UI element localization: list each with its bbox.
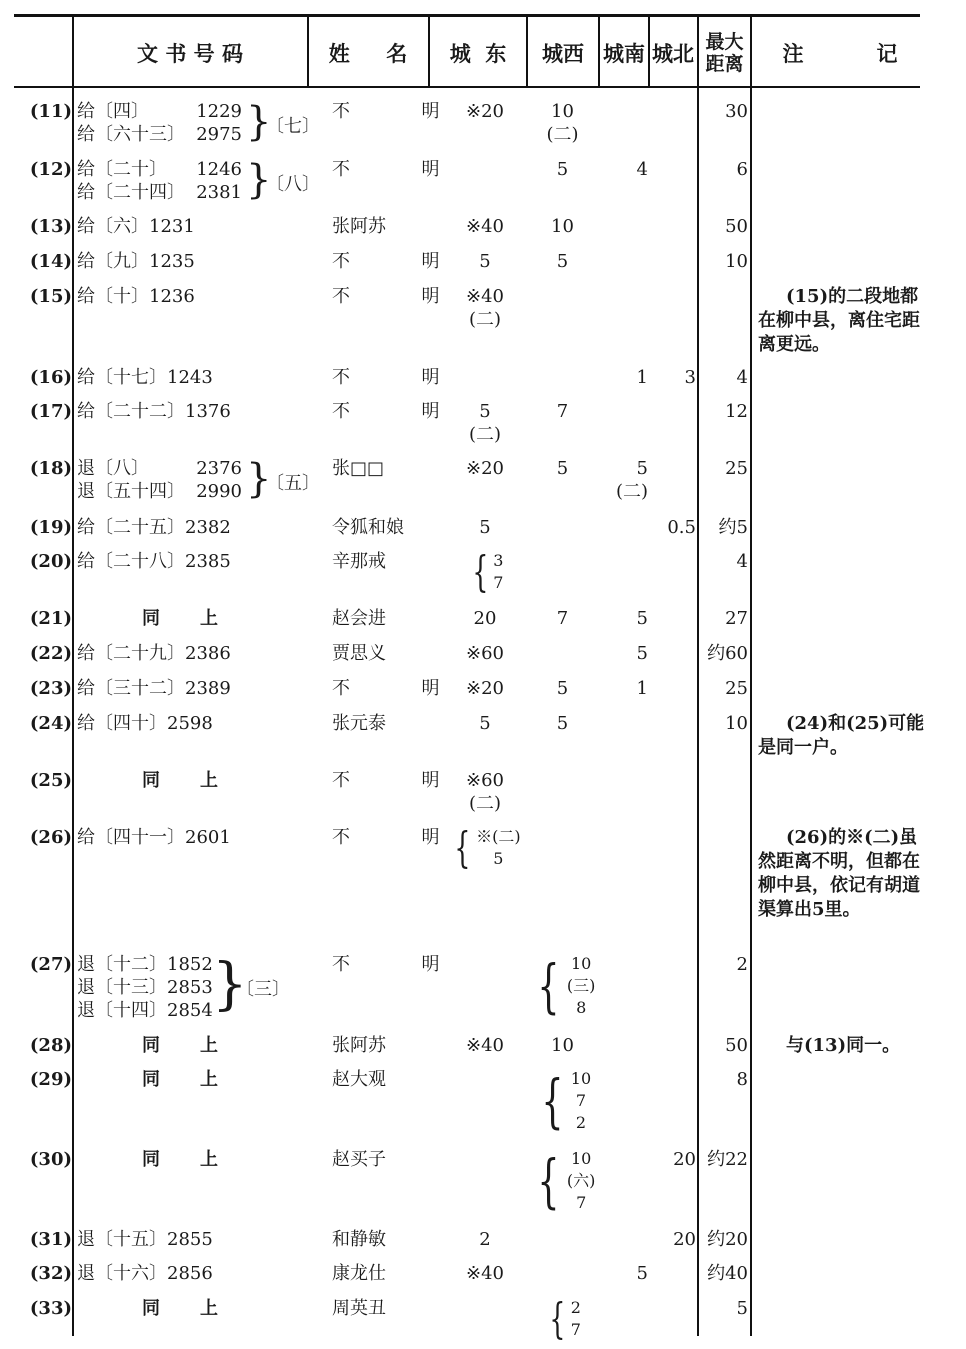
north-distance: 20	[673, 1149, 696, 1170]
stacked-value: 10	[570, 1149, 592, 1168]
east-value: ※40	[466, 216, 504, 237]
west-value: 5	[556, 678, 569, 699]
group-brace: }	[246, 157, 272, 203]
stacked-value: (六)	[566, 1171, 596, 1190]
doc-code: 给〔二十四〕	[77, 182, 185, 203]
max-distance: 约60	[707, 643, 748, 664]
doc-line	[77, 158, 242, 181]
south-distance	[600, 677, 648, 700]
row-number: (22)	[29, 643, 72, 664]
table-top-rule	[14, 14, 920, 17]
brace-values	[544, 1294, 581, 1343]
max-distance: 30	[725, 101, 748, 122]
person-name: 不 明	[332, 678, 460, 699]
east-distance	[445, 547, 525, 596]
east-value: 20	[473, 608, 497, 629]
doc-number: 退〔十五〕2855	[77, 1229, 213, 1250]
doc-number: 给〔二十九〕2386	[77, 643, 231, 664]
doc-line	[77, 181, 242, 204]
person-name: 张阿苏	[332, 216, 386, 237]
doc-number: 给〔三十二〕2389	[77, 678, 231, 699]
doc-code: 退〔五十四〕	[77, 481, 185, 502]
doc-id: 2381	[196, 182, 242, 203]
west-distance	[530, 1068, 595, 1134]
person-name: 不 明	[332, 101, 460, 122]
east-distance	[445, 516, 525, 539]
stacked-value: 10	[570, 1069, 592, 1088]
stacked-value: 7	[576, 1193, 587, 1212]
west-distance	[530, 1294, 595, 1343]
header-doc-number: 文 书 号 码	[137, 41, 243, 66]
curly-brace: {	[541, 1067, 564, 1135]
doc-line	[77, 100, 242, 123]
person-name: 辛那戒	[332, 551, 386, 572]
max-distance: 5	[736, 1298, 748, 1319]
south-value: 5	[636, 1263, 648, 1284]
east-distance	[445, 607, 525, 630]
south-distance	[600, 607, 648, 630]
east-distance	[445, 1034, 525, 1057]
west-distance	[530, 457, 595, 480]
max-distance: 10	[725, 713, 748, 734]
east-distance	[445, 457, 525, 480]
row-number: (29)	[29, 1069, 72, 1090]
doc-number: 给〔二十八〕2385	[77, 551, 231, 572]
same-as-above: 同上	[142, 608, 258, 629]
south-distance	[600, 1262, 648, 1285]
brace-values	[530, 1148, 595, 1214]
west-distance	[530, 953, 595, 1019]
stacked-value: (三)	[566, 976, 596, 995]
person-name: 康龙仕	[332, 1263, 386, 1284]
east-value: ※20	[466, 678, 504, 699]
row-number: (26)	[29, 827, 72, 848]
stacked-value: 2	[575, 1113, 587, 1132]
north-distance: 20	[673, 1229, 696, 1250]
west-value: 10	[551, 216, 574, 237]
west-value: 7	[556, 401, 569, 422]
south-value: 5	[636, 608, 648, 629]
curly-brace: {	[549, 1294, 566, 1343]
column-rule	[750, 14, 752, 1336]
value-stack	[493, 550, 503, 594]
header-max-line1: 最大	[705, 31, 744, 53]
person-name: 贾思义	[332, 643, 386, 664]
west-value: 5	[556, 713, 569, 734]
group-label: 〔八〕	[266, 174, 320, 195]
person-name: 不 明	[332, 286, 460, 307]
north-distance: 0.5	[667, 517, 696, 538]
person-name: 不 明	[332, 827, 460, 848]
row-number: (25)	[29, 770, 72, 791]
person-name: 不 明	[332, 159, 460, 180]
group-brace: }	[246, 456, 272, 502]
east-value: 2	[479, 1229, 491, 1250]
doc-code: 给〔四〕	[77, 101, 149, 122]
group-brace: }	[212, 952, 248, 1017]
doc-code: 退〔十四〕2854	[77, 1000, 213, 1021]
east-value: ※40	[466, 1035, 504, 1056]
max-distance: 8	[736, 1069, 748, 1090]
row-number: (30)	[29, 1149, 72, 1170]
doc-number: 给〔二十五〕2382	[77, 517, 231, 538]
group-label: 〔七〕	[266, 116, 320, 137]
note-text: (26)的※(二)虽然距离不明，但都在柳中县，依记有胡道渠算出5里。	[758, 827, 920, 920]
row-number: (11)	[29, 101, 72, 122]
west-value: 5	[556, 458, 569, 479]
east-value: 5	[479, 517, 491, 538]
row-number: (28)	[29, 1035, 72, 1056]
brace-values	[467, 547, 504, 596]
south-distance	[600, 158, 648, 181]
header-note: 注 记	[782, 41, 898, 66]
doc-number-group	[77, 100, 247, 146]
west-distance	[530, 1148, 595, 1214]
column-rule	[428, 14, 430, 88]
row-number: (32)	[29, 1263, 72, 1284]
doc-code: 给〔六十三〕	[77, 124, 185, 145]
row-number: (13)	[29, 216, 72, 237]
column-rule	[307, 14, 309, 88]
east-value: 5	[479, 251, 491, 272]
group-label: 〔五〕	[266, 473, 320, 494]
east-distance	[445, 823, 525, 872]
south-sub: (二)	[615, 481, 648, 502]
column-rule	[72, 14, 74, 1336]
west-distance	[530, 712, 595, 735]
max-distance: 2	[736, 954, 748, 975]
max-distance: 27	[725, 608, 748, 629]
east-distance	[445, 285, 525, 331]
person-name: 张元泰	[332, 713, 386, 734]
south-distance	[600, 366, 648, 389]
column-rule	[697, 14, 699, 1336]
east-distance	[445, 642, 525, 665]
max-distance: 50	[725, 1035, 748, 1056]
west-distance	[530, 607, 595, 630]
value-stack	[571, 1297, 581, 1341]
doc-id: 2990	[196, 481, 242, 502]
east-sub: (二)	[468, 793, 502, 814]
same-as-above: 同上	[142, 1069, 258, 1090]
east-distance	[445, 769, 525, 815]
stacked-value: 7	[570, 1320, 581, 1339]
brace-values	[534, 1068, 591, 1134]
curly-brace: {	[454, 823, 471, 872]
south-value: 1	[636, 367, 648, 388]
max-distance: 6	[736, 159, 748, 180]
west-sub: (二)	[546, 124, 579, 145]
note-text: (15)的二段地都在柳中县，离住宅距离更远。	[758, 286, 920, 355]
west-distance	[530, 100, 595, 146]
doc-line	[77, 457, 242, 480]
west-distance	[530, 400, 595, 423]
east-value: ※40	[466, 1263, 504, 1284]
same-as-above: 同上	[142, 770, 258, 791]
brace-values	[530, 953, 595, 1019]
brace-values	[449, 823, 521, 872]
person-name: 令狐和娘	[332, 517, 404, 538]
west-distance	[530, 1034, 595, 1057]
doc-id: 1229	[196, 101, 242, 122]
same-as-above: 同上	[142, 1149, 258, 1170]
stacked-value: 5	[493, 849, 504, 868]
doc-code: 退〔十三〕2853	[77, 977, 213, 998]
row-number: (19)	[29, 517, 72, 538]
stacked-value: 7	[493, 573, 504, 592]
header-name: 姓 名	[328, 41, 408, 66]
max-distance: 12	[725, 401, 748, 422]
east-value: ※20	[466, 101, 504, 122]
doc-id: 2376	[196, 458, 242, 479]
person-name: 张□□	[332, 458, 385, 479]
note-text: 与(13)同一。	[786, 1035, 901, 1056]
stacked-value: 10	[570, 954, 592, 973]
doc-line	[77, 123, 242, 146]
max-distance: 约20	[707, 1229, 748, 1250]
max-distance: 4	[736, 367, 748, 388]
max-distance: 25	[725, 678, 748, 699]
person-name: 赵买子	[332, 1149, 386, 1170]
curly-brace: {	[471, 547, 488, 596]
doc-number: 退〔十六〕2856	[77, 1263, 213, 1284]
group-label: 〔三〕	[236, 979, 290, 1000]
east-distance	[445, 1262, 525, 1285]
row-number: (20)	[29, 551, 72, 572]
east-distance	[445, 712, 525, 735]
east-value: ※60	[466, 770, 504, 791]
same-as-above: 同上	[142, 1035, 258, 1056]
west-value: 7	[556, 608, 569, 629]
row-number: (24)	[29, 713, 72, 734]
max-distance: 25	[725, 458, 748, 479]
person-name: 张阿苏	[332, 1035, 386, 1056]
south-distance	[600, 642, 648, 665]
header-west: 城西	[542, 41, 584, 66]
west-value: 5	[556, 159, 569, 180]
east-sub: (二)	[468, 309, 502, 330]
max-distance: 4	[736, 551, 748, 572]
header-max-distance	[699, 24, 750, 82]
west-value: 10	[551, 101, 574, 122]
row-number: (17)	[29, 401, 72, 422]
east-distance	[445, 215, 525, 238]
doc-number: 给〔二十二〕1376	[77, 401, 231, 422]
doc-code: 退〔十二〕1852	[77, 954, 213, 975]
max-distance: 约22	[707, 1149, 748, 1170]
doc-code: 给〔二十〕	[77, 159, 167, 180]
person-name: 不 明	[332, 401, 460, 422]
west-distance	[530, 215, 595, 238]
doc-number: 给〔六〕1231	[77, 216, 195, 237]
curly-brace: {	[537, 1147, 560, 1215]
east-distance	[445, 100, 525, 123]
header-bottom-rule	[14, 86, 920, 88]
east-distance	[445, 677, 525, 700]
person-name: 不 明	[332, 954, 460, 975]
south-distance	[600, 457, 648, 503]
doc-number: 给〔四十〕2598	[77, 713, 213, 734]
south-value: 1	[636, 678, 648, 699]
header-max-line2: 距离	[705, 53, 744, 75]
doc-number: 给〔四十一〕2601	[77, 827, 231, 848]
row-number: (21)	[29, 608, 72, 629]
row-number: (27)	[29, 954, 72, 975]
max-distance: 约40	[707, 1263, 748, 1284]
east-distance	[445, 1228, 525, 1251]
stacked-value: 8	[576, 998, 587, 1017]
doc-code: 退〔八〕	[77, 458, 149, 479]
south-value: 5	[636, 458, 648, 479]
row-number: (31)	[29, 1229, 72, 1250]
stacked-value: 3	[493, 551, 504, 570]
person-name: 赵大观	[332, 1069, 386, 1090]
doc-number: 给〔十〕1236	[77, 286, 195, 307]
curly-brace: {	[537, 952, 560, 1020]
doc-number-group	[77, 457, 247, 503]
person-name: 和静敏	[332, 1229, 386, 1250]
west-distance	[530, 158, 595, 181]
east-value: ※20	[466, 458, 504, 479]
row-number: (33)	[29, 1298, 72, 1319]
value-stack	[567, 1148, 596, 1214]
stacked-value: ※(二)	[476, 827, 521, 846]
east-value: 5	[479, 713, 491, 734]
row-number: (15)	[29, 286, 72, 307]
note-text: (24)和(25)可能是同一户。	[758, 713, 925, 758]
doc-number-group	[77, 158, 247, 204]
person-name: 周英丑	[332, 1298, 386, 1319]
row-number: (18)	[29, 458, 72, 479]
row-number: (23)	[29, 678, 72, 699]
row-number: (16)	[29, 367, 72, 388]
stacked-value: 2	[570, 1298, 581, 1317]
east-value: ※40	[466, 286, 504, 307]
max-distance: 10	[725, 251, 748, 272]
east-distance	[445, 250, 525, 273]
header-east: 城 东	[449, 41, 507, 66]
person-name: 赵会进	[332, 608, 386, 629]
west-value: 5	[556, 251, 569, 272]
east-sub: (二)	[468, 424, 502, 445]
east-distance	[445, 400, 525, 446]
south-value: 5	[636, 643, 648, 664]
row-number: (14)	[29, 251, 72, 272]
person-name: 不 明	[332, 770, 460, 791]
person-name: 不 明	[332, 367, 460, 388]
south-value: 4	[636, 159, 648, 180]
header-north: 城北	[652, 41, 694, 66]
doc-number: 给〔九〕1235	[77, 251, 195, 272]
row-number: (12)	[29, 159, 72, 180]
west-distance	[530, 677, 595, 700]
same-as-above: 同上	[142, 1298, 258, 1319]
west-value: 10	[551, 1035, 574, 1056]
doc-number: 给〔十七〕1243	[77, 367, 213, 388]
person-name: 不 明	[332, 251, 460, 272]
max-distance: 约5	[718, 517, 748, 538]
east-value: ※60	[466, 643, 504, 664]
west-distance	[530, 250, 595, 273]
header-south: 城南	[603, 41, 645, 66]
stacked-value: 7	[575, 1091, 587, 1110]
doc-line	[77, 480, 242, 503]
north-distance: 3	[684, 367, 696, 388]
value-stack	[567, 953, 596, 1019]
doc-id: 1246	[196, 159, 242, 180]
east-value: 5	[479, 401, 491, 422]
value-stack	[476, 826, 521, 870]
value-stack	[571, 1068, 591, 1134]
group-brace: }	[246, 99, 272, 145]
doc-id: 2975	[196, 124, 242, 145]
max-distance: 50	[725, 216, 748, 237]
